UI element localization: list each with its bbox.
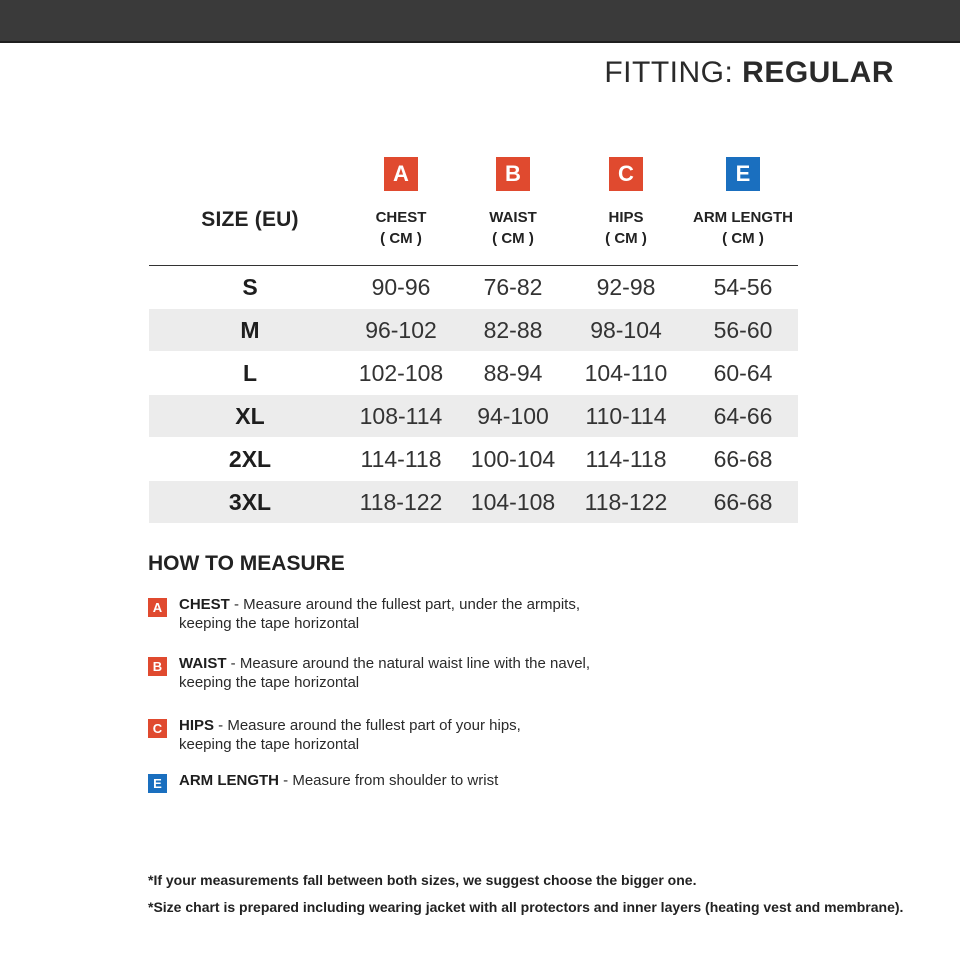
fitting-title bbox=[604, 56, 894, 90]
table-row bbox=[149, 438, 798, 480]
size-cell: 3XL bbox=[228, 489, 272, 515]
size-column-header: SIZE (EU) bbox=[201, 208, 299, 231]
hips-cell: 104-110 bbox=[584, 360, 668, 386]
fitting-value: REGULAR bbox=[742, 56, 894, 89]
chest-cell: 90-96 bbox=[371, 274, 431, 300]
footnote: *Size chart is prepared including wearing jacket with all protectors and inner layers (heating vest and membrane). bbox=[148, 899, 904, 915]
table-row bbox=[149, 395, 798, 437]
arm-cell: 64-66 bbox=[713, 403, 773, 429]
chest-cell: 118-122 bbox=[359, 489, 443, 515]
size-cell: L bbox=[242, 360, 258, 386]
table-row bbox=[149, 266, 798, 308]
chest-cell: 114-118 bbox=[360, 446, 442, 472]
hips-cell: 98-104 bbox=[590, 317, 662, 343]
arm-cell: 66-68 bbox=[713, 446, 773, 472]
how-to-measure-title: HOW TO MEASURE bbox=[148, 552, 345, 575]
size-cell: M bbox=[240, 317, 260, 343]
hips-cell: 118-122 bbox=[584, 489, 668, 515]
column-header-chest bbox=[343, 157, 459, 249]
table-row bbox=[149, 481, 798, 523]
instruction-text: CHEST - Measure around the fullest part, under the armpits, keeping the tape horizontal bbox=[179, 596, 581, 632]
arm-cell: 66-68 bbox=[713, 489, 773, 515]
size-cell: 2XL bbox=[228, 446, 272, 472]
arm-cell: 60-64 bbox=[713, 360, 773, 386]
badge-e-icon: E bbox=[726, 157, 760, 191]
fitting-label: FITTING: bbox=[604, 56, 734, 89]
top-bar bbox=[0, 0, 960, 43]
hips-cell: 110-114 bbox=[585, 403, 667, 429]
badge-a-icon: A bbox=[384, 157, 418, 191]
table-row bbox=[149, 309, 798, 351]
waist-cell: 76-82 bbox=[483, 274, 543, 300]
instruction-text: ARM LENGTH - Measure from shoulder to wrist bbox=[179, 772, 499, 789]
badge-a-icon: A bbox=[148, 598, 167, 617]
badge-b-icon: B bbox=[496, 157, 530, 191]
badge-e-icon: E bbox=[148, 774, 167, 793]
waist-cell: 100-104 bbox=[470, 446, 556, 472]
hips-cell: 114-118 bbox=[585, 446, 667, 472]
badge-c-icon: C bbox=[609, 157, 643, 191]
waist-cell: 88-94 bbox=[483, 360, 543, 386]
waist-cell: 94-100 bbox=[477, 403, 549, 429]
size-cell: XL bbox=[235, 403, 265, 429]
column-label: HIPS ( CM ) bbox=[605, 209, 647, 247]
size-cell: S bbox=[242, 274, 258, 300]
hips-cell: 92-98 bbox=[596, 274, 656, 300]
column-label: WAIST ( CM ) bbox=[489, 209, 537, 247]
badge-b-icon: B bbox=[148, 657, 167, 676]
arm-cell: 54-56 bbox=[713, 274, 773, 300]
instruction-text: HIPS - Measure around the fullest part of your hips, keeping the tape horizontal bbox=[179, 717, 521, 753]
column-label: CHEST ( CM ) bbox=[375, 209, 427, 247]
table-row bbox=[149, 352, 798, 394]
column-header-hips bbox=[568, 157, 684, 249]
instruction-text: WAIST - Measure around the natural waist line with the navel, keeping the tape horizontal bbox=[179, 655, 591, 691]
chest-cell: 102-108 bbox=[358, 360, 444, 386]
footnote: *If your measurements fall between both sizes, we suggest choose the bigger one. bbox=[148, 872, 697, 888]
chest-cell: 108-114 bbox=[359, 403, 443, 429]
column-header-arm-length bbox=[679, 157, 807, 249]
waist-cell: 82-88 bbox=[483, 317, 543, 343]
column-header-waist bbox=[455, 157, 571, 249]
badge-c-icon: C bbox=[148, 719, 167, 738]
chest-cell: 96-102 bbox=[365, 317, 437, 343]
column-label: ARM LENGTH ( CM ) bbox=[693, 209, 793, 247]
waist-cell: 104-108 bbox=[470, 489, 556, 515]
arm-cell: 56-60 bbox=[713, 317, 773, 343]
